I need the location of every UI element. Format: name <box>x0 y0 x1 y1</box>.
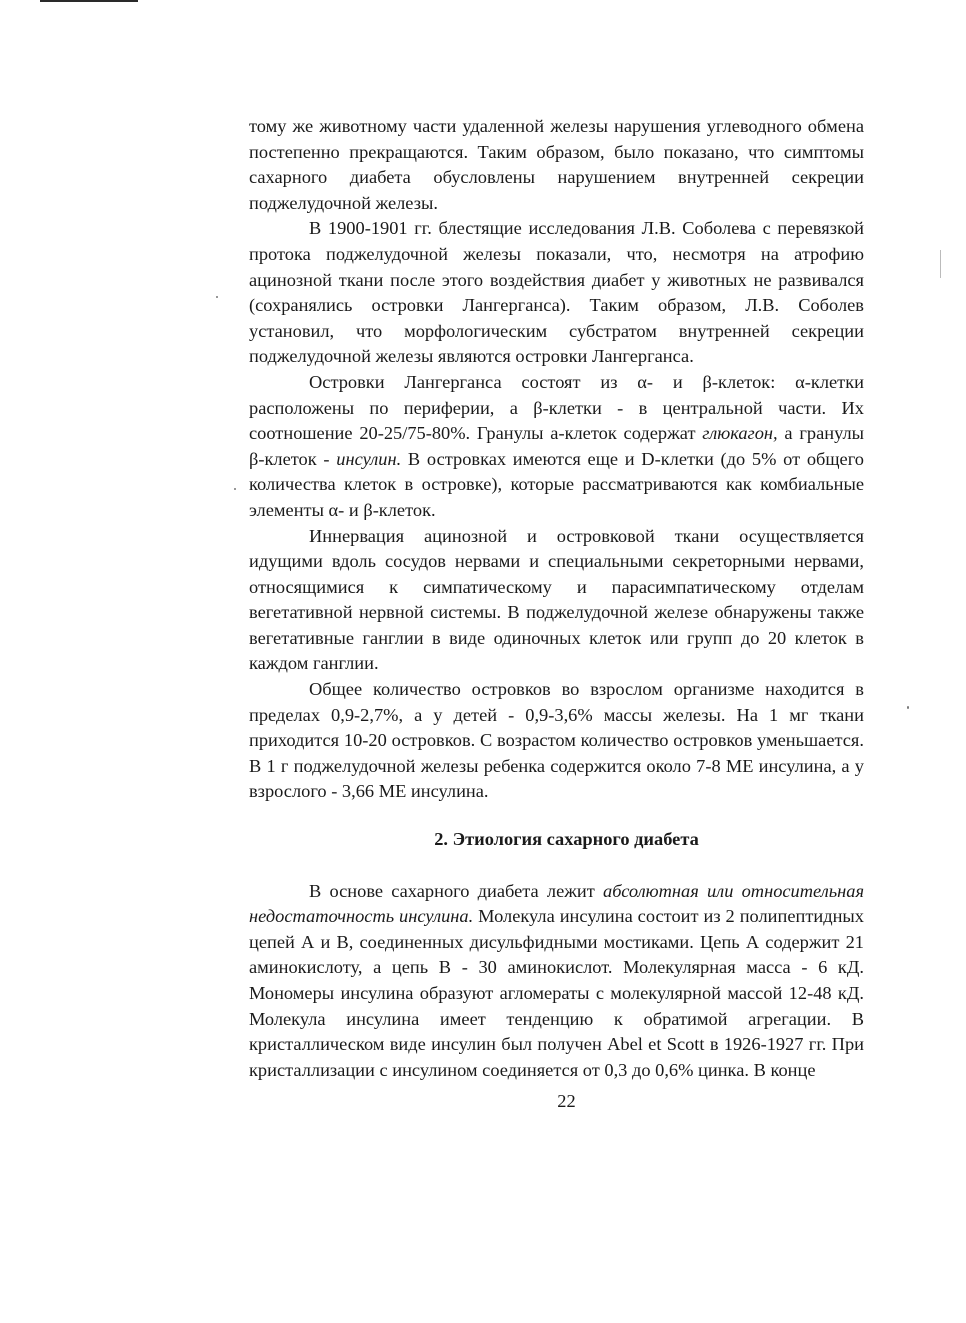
emphasis-term: инсулин. <box>336 448 402 469</box>
scan-speck <box>907 706 909 709</box>
paragraph: Общее количество островков во взрослом организме находится в пределах 0,9-2,7%, а у детей - 0,9-3,6% массы железы. На 1 мг ткани приходится 10-20 островков. С возрастом количество островков уменьшается. В 1 г поджелудочной железы ребенка содержится около 7-8 МЕ инсулина, а у взрослого - 3,66 МЕ инсулина. <box>249 679 864 802</box>
paragraph <box>249 879 864 1084</box>
paragraph-text: В основе сахарного диабета лежит <box>309 880 604 901</box>
scan-speck <box>216 296 218 298</box>
scan-corner-mark <box>40 0 138 2</box>
scan-speck <box>940 250 941 278</box>
scan-speck <box>234 488 236 490</box>
paragraph: Иннервация ацинозной и островковой ткани осуществляется идущими вдоль сосудов нервами и специальными секреторными нервами, относящимися к симпатическому и парасимпатическому отделам вегетативной нервной системы. В поджелудочной железе обнаружены также вегетативные ганглии в виде одиночных клеток или групп до 20 клеток в каждом ганглии. <box>249 525 864 674</box>
emphasis-term: глюкагон, <box>702 423 778 444</box>
paragraph-text: Молекула инсулина состоит из 2 полипептидных цепей А и В, соединенных дисульфидными мостиками. Цепь А содержит 21 аминокислоту, а цепь В - 30 аминокислот. Молекулярная масса - 6 кД. Мономеры инсулина образуют агломераты с молекулярной массой 12-48 кД. Молекула инсулина имеет тенденцию к обратимой агрегации. В кристаллическом виде инсулин был получен Abel et Scott в 1926-1927 гг. При кристаллизации с инсулином соединяется от 0,3 до 0,6% цинка. В конце <box>249 906 864 1080</box>
document-page <box>249 114 864 1115</box>
paragraph: В 1900-1901 гг. блестящие исследования Л.В. Соболева с перевязкой протока поджелудочной железы показали, что, несмотря на атрофию ацинозной ткани после этого воздействия диабет у животных не развивался (сохранялись островки Лангерганса). Таким образом, Л.В. Соболев установил, что морфологическим субстратом внутренней секреции поджелудочной железы являются островки Лангерганса. <box>249 218 864 367</box>
page-number: 22 <box>557 1091 576 1112</box>
emphasis-term: абсолютная или относительная недостаточность инсулина. <box>249 880 864 927</box>
paragraph-text: Островки Лангерганса состоят из α- и β-клеток: α-клетки расположены по периферии, а β-клетки - в центральной части. Их соотношение 20-25/75-80%. Гранулы а-клеток содержат <box>249 371 864 444</box>
paragraph-text: а гранулы β-клеток - <box>249 423 864 469</box>
section-heading: 2. Этиология сахарного диабета <box>434 829 699 850</box>
paragraph-text: В островках имеются еще и D-клетки (до 5% от общего количества клеток в островке), которые рассматриваются как комбиальные элементы α- и β-клеток. <box>249 448 864 520</box>
paragraph <box>249 370 864 524</box>
paragraph: тому же животному части удаленной железы нарушения углеводного обмена постепенно прекращаются. Таким образом, было показано, что симптомы сахарного диабета обусловлены нарушением внутренней секреции поджелудочной железы. <box>249 116 864 213</box>
